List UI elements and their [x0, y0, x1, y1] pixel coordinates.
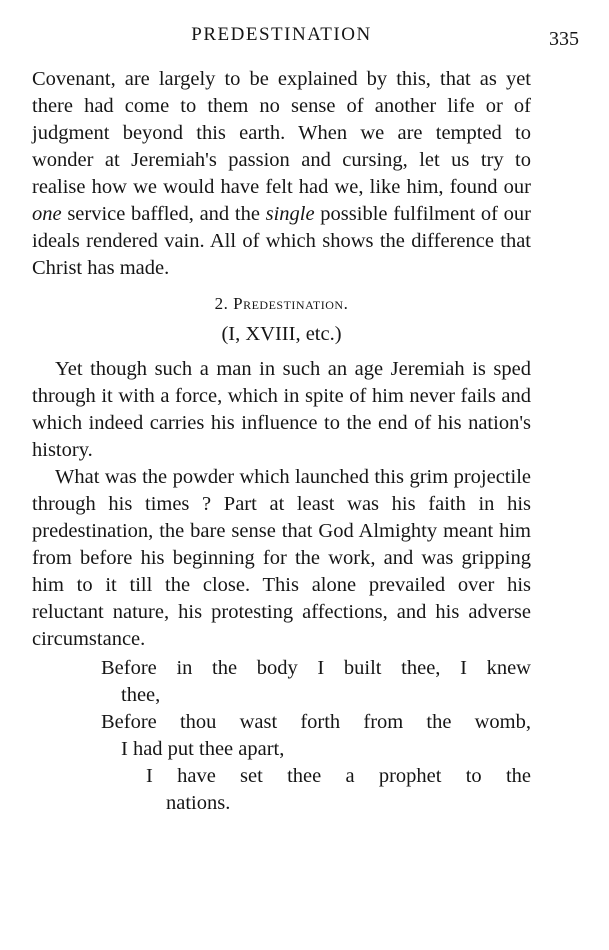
italic-one: one [32, 203, 62, 225]
italic-single: single [265, 203, 315, 225]
opening-text-2: service baffled, and the [61, 203, 266, 225]
opening-text-1: Covenant, are largely to be explained by this, that as yet there had come to them no sense of another life or of judgment beyond this earth. When we are tempted to wonder at Jeremiah's passion and cursing, let us try to realise how we would have felt had we, like him, found our [32, 68, 531, 198]
verse-line: I have set thee a prophet to the [146, 765, 531, 787]
section-heading [32, 290, 531, 317]
verse-line: I had put thee apart, [121, 738, 285, 760]
opening-paragraph [32, 66, 531, 282]
page-number: 335 [549, 28, 579, 50]
section-reference: (I, XVIII, etc.) [221, 323, 342, 345]
verse-line: Before in the body I built thee, I knew [101, 657, 531, 679]
page-body [32, 66, 531, 817]
page-header [32, 24, 579, 50]
verse-line: thee, [121, 684, 161, 706]
section-number: 2. [214, 294, 229, 313]
verse-line: nations. [166, 792, 231, 814]
verse-line: Before thou wast forth from the womb, [101, 711, 531, 733]
running-title: PREDESTINATION [191, 24, 372, 45]
paragraph-1: Yet though such a man in such an age Jeremiah is sped through it with a force, which in spite of him never fails and which indeed carries his influence to the end of his nation's history. [32, 358, 531, 461]
paragraph-2: What was the powder which launched this grim projectile through his times ? Part at least was his faith in his predestination, the bare sense that God Almighty meant him from before his beginning for the work, and was gripping him to it till the close. This alone prevailed over his reluctant nature, his protesting affections, and his adverse circumstance. [32, 466, 531, 650]
verse-quotation [32, 655, 531, 817]
opening-text-3: possible fulfilment of our ideals rendered vain. All of which shows the difference that Christ has made. [32, 203, 531, 279]
section-title: Predestination. [233, 294, 349, 313]
